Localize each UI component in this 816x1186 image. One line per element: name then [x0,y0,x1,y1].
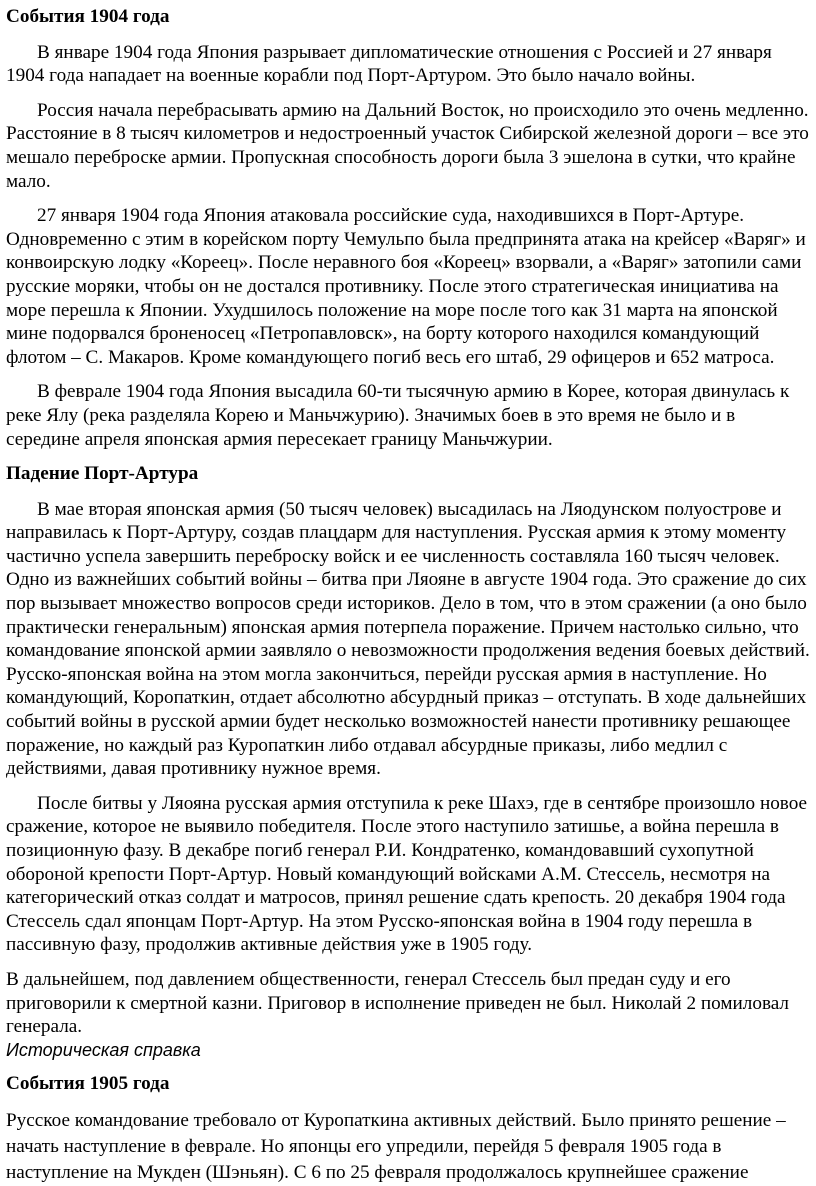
paragraph: После битвы у Ляояна русская армия отступила к реке Шахэ, где в сентябре произошло новое сражение, которое не выявило победителя. После этого наступило затишье, а война перешла в позиционную фазу. В декабре погиб генерал Р.И. Кондратенко, командовавший сухопутной обороной крепости Порт-Артур. Новый командующий войсками А.М. Стессель, несмотря на категорический отказ солдат и матросов, принял решение сдать крепость. 20 декабря 1904 года Стессель сдал японцам Порт-Артур. На этом Русско-японская война в 1904 году перешла в пассивную фазу, продолжив активные действия уже в 1905 году. [6,792,808,956]
paragraph: В январе 1904 года Япония разрывает дипломатические отношения с Россией и 27 января 1904 года нападает на военные корабли под Порт-Артуром. Это было начало войны. [6,41,772,87]
paragraph: Россия начала перебрасывать армию на Дальний Восток, но происходило это очень медленно. Расстояние в 8 тысяч километров и недостроенный участок Сибирской железной дороги – все это мешало переброске армии. Пропускная способность дороги была 3 эшелона в сутки, что крайне мало. [6,99,809,192]
paragraph: В мае вторая японская армия (50 тысяч человек) высадилась на Ляодунском полуострове и направилась к Порт-Артуру, создав плацдарм для наступления. Русская армия к этому моменту частично успела завершить переброску войск и ее численность составляла 160 тысяч человек. Одно из важнейших событий войны – битва при Ляояне в августе 1904 года. Это сражение до сих пор вызывает множество вопросов среди историков. Дело в том, что в этом сражении (а оно было практически генеральным) японская армия потерпела поражение. Причем настолько сильно, что командование японской армии заявляло о невозможности продолжения ведения боевых действий. Русско-японская война на этом могла закончиться, перейди русская армия в наступление. Но командующий, Коропаткин, отдает абсолютно абсурдный приказ – отступать. В ходе дальнейших событий войны в русской армии будет несколько возможностей нанести противнику решающее поражение, но каждый раз Куропаткин либо отдавал абсурдные приказы, либо медлил с действиями, давая противнику нужное время. [6,498,810,780]
section-heading-port-arthur: Падение Порт-Артура [6,463,199,485]
section-heading-1905: События 1905 года [6,1073,170,1095]
paragraph-closing: В дальнейшем, под давлением общественности, генерал Стессель был предан суду и его приговорили к смертной казни. Приговор в исполнение приведен не был. Николай 2 помиловал генерала. [6,968,790,1038]
source-note: Историческая справка [6,1039,201,1060]
paragraph: 27 января 1904 года Япония атаковала российские суда, находившихся в Порт-Артуре. Одновременно с этим в корейском порту Чемульпо была предпринята атака на крейсер «Варяг» и конвоирскую лодку «Кореец». После неравного боя «Кореец» взорвали, а «Варяг» затопили сами русские моряки, чтобы он не достался противнику. После этого стратегическая инициатива на море перешла к Японии. Ухудшилось положение на море после того как 31 марта на японской мине подорвался броненосец «Петропавловск», на борту которого находился командующий флотом – С. Макаров. Кроме командующего погиб весь его штаб, 29 офицеров и 652 матроса. [6,205,806,368]
section-heading-1904: События 1904 года [6,6,170,27]
paragraph: Русское командование требовало от Куропаткина активных действий. Было принято решение – начать наступление в феврале. Но японцы его упредили, перейдя 5 февраля 1905 года в наступление на Мукден (Шэньян). С 6 по 25 февраля продолжалось крупнейшее сражение [6,1109,786,1183]
paragraph: В феврале 1904 года Япония высадила 60-ти тысячную армию в Корее, которая двинулась к реке Ялу (река разделяла Корею и Маньчжурию). Значимых боев в это время не было и в середине апреля японская армия пересекает границу Маньчжурии. [6,381,790,450]
